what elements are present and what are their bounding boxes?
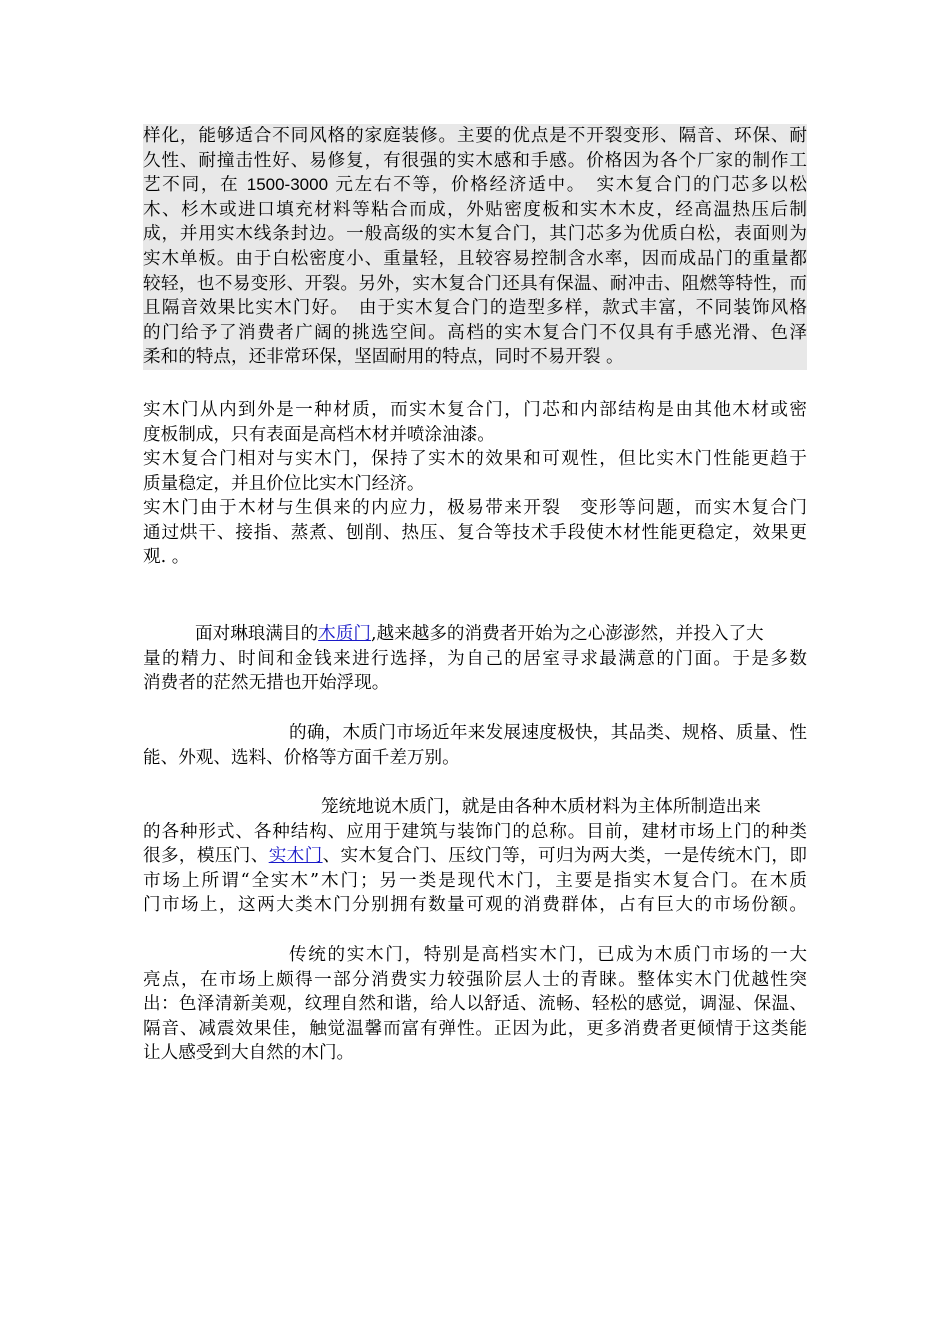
text-line <box>143 844 807 869</box>
text-line: 消费者的茫然无措也开始浮现。 <box>143 673 390 693</box>
text-line: 木、杉木或进口填充材料等粘合而成，外贴密度板和实木木皮，经高温热压后制 <box>143 199 807 220</box>
text-line <box>143 622 807 647</box>
text-line: 能、外观、选料、价格等方面千差万别。 <box>143 747 460 768</box>
intro-paragraph <box>143 622 807 696</box>
shaded-paragraph <box>143 124 807 370</box>
text-line: 观. 。 <box>143 547 190 567</box>
text-line: 市场上所谓“全实木”木门；另一类是现代木门，主要是指实木复合门。在木质 <box>143 870 807 891</box>
text-fragment: 面对琳琅满目的 <box>195 624 319 644</box>
text-line: 样化，能够适合不同风格的家庭装修。主要的优点是不开裂变形、隔音、环保、耐 <box>143 126 807 146</box>
text-fragment: 、实木复合门、压纹门等，可归为两大类，一是传统木门，即 <box>322 846 807 866</box>
text-line: 亮点，在市场上颇得一部分消费实力较强阶层人士的青睐。整体实木门优越性突 <box>143 969 807 990</box>
solid-wood-door-link[interactable]: 实木门 <box>268 846 323 866</box>
text-line: 笼统地说木质门，就是由各种木质材料为主体所制造出来 <box>321 797 761 817</box>
market-paragraph <box>143 721 807 770</box>
text-line: 实木单板。由于白松密度小、重量轻，且较容易控制含水率，因而成品门的重量都 <box>143 248 807 269</box>
price-range: 1500-3000 <box>246 175 329 195</box>
text-line <box>143 173 807 198</box>
text-line: 实木门由于木材与生俱来的内应力，极易带来开裂 变形等问题，而实木复合门 <box>143 498 807 518</box>
definition-paragraph <box>143 795 807 918</box>
traditional-paragraph <box>143 943 807 1066</box>
text-line: 通过烘干、接指、蒸煮、刨削、热压、复合等技术手段使木材性能更稳定，效果更 <box>143 522 807 543</box>
comparison-paragraph <box>143 398 807 570</box>
text-fragment: 很多，模压门、 <box>143 846 269 866</box>
text-line: 柔和的特点，还非常环保，坚固耐用的特点，同时不易开裂 。 <box>143 347 624 368</box>
text-line: 量的精力、时间和金钱来进行选择，为自己的居室寻求最满意的门面。于是多数 <box>143 648 807 669</box>
text-line: 的确，木质门市场近年来发展速度极快，其品类、规格、质量、性 <box>289 723 807 743</box>
text-line: 出：色泽清新美观，纹理自然和谐，给人以舒适、流畅、轻松的感觉，调湿、保温、 <box>143 994 807 1014</box>
text-line: 质量稳定，并且价位比实木门经济。 <box>143 473 425 494</box>
text-line: 实木门从内到外是一种材质，而实木复合门，门芯和内部结构是由其他木材或密 <box>143 400 807 420</box>
text-line: 成，并用实木线条封边。一般高级的实木复合门，其门芯多为优质白松，表面则为 <box>143 224 807 245</box>
text-line: 久性、耐撞击性好、易修复，有很强的实木感和手感。价格因为各个厂家的制作工 <box>143 150 807 171</box>
text-line: 且隔音效果比实木门好。 由于实木复合门的造型多样，款式丰富，不同装饰风格 <box>143 298 807 319</box>
text-line: 实木复合门相对与实木门，保持了实木的效果和可观性，但比实木门性能更趋于 <box>143 449 807 469</box>
text-fragment: 元左右不等，价格经济适中。 实木复合门的门芯多以松 <box>335 175 807 196</box>
text-line: 传统的实木门，特别是高档实木门，已成为木质门市场的一大 <box>289 945 807 965</box>
text-line: 隔音、减震效果佳，触觉温馨而富有弹性。正因为此，更多消费者更倾情于这类能 <box>143 1018 807 1039</box>
text-line: 的各种形式、各种结构、应用于建筑与装饰门的总称。目前，建材市场上门的种类 <box>143 821 807 842</box>
text-line: 的门给予了消费者广阔的挑选空间。高档的实木复合门不仅具有手感光滑、色泽 <box>143 322 807 343</box>
text-line: 较轻，也不易变形、开裂。另外，实木复合门还具有保温、耐冲击、阻燃等特性，而 <box>143 273 807 294</box>
wood-door-link[interactable]: 木质门 <box>318 624 371 644</box>
text-fragment: ,越来越多的消费者开始为之心澎澎然，并投入了大 <box>370 624 764 644</box>
text-line: 度板制成，只有表面是高档木材并喷涂油漆。 <box>143 424 495 445</box>
text-line: 门市场上，这两大类木门分别拥有数量可观的消费群体，占有巨大的市场份额。 <box>143 895 807 915</box>
text-line: 让人感受到大自然的木门。 <box>143 1043 355 1063</box>
text-fragment: 艺不同，在 <box>143 175 240 196</box>
